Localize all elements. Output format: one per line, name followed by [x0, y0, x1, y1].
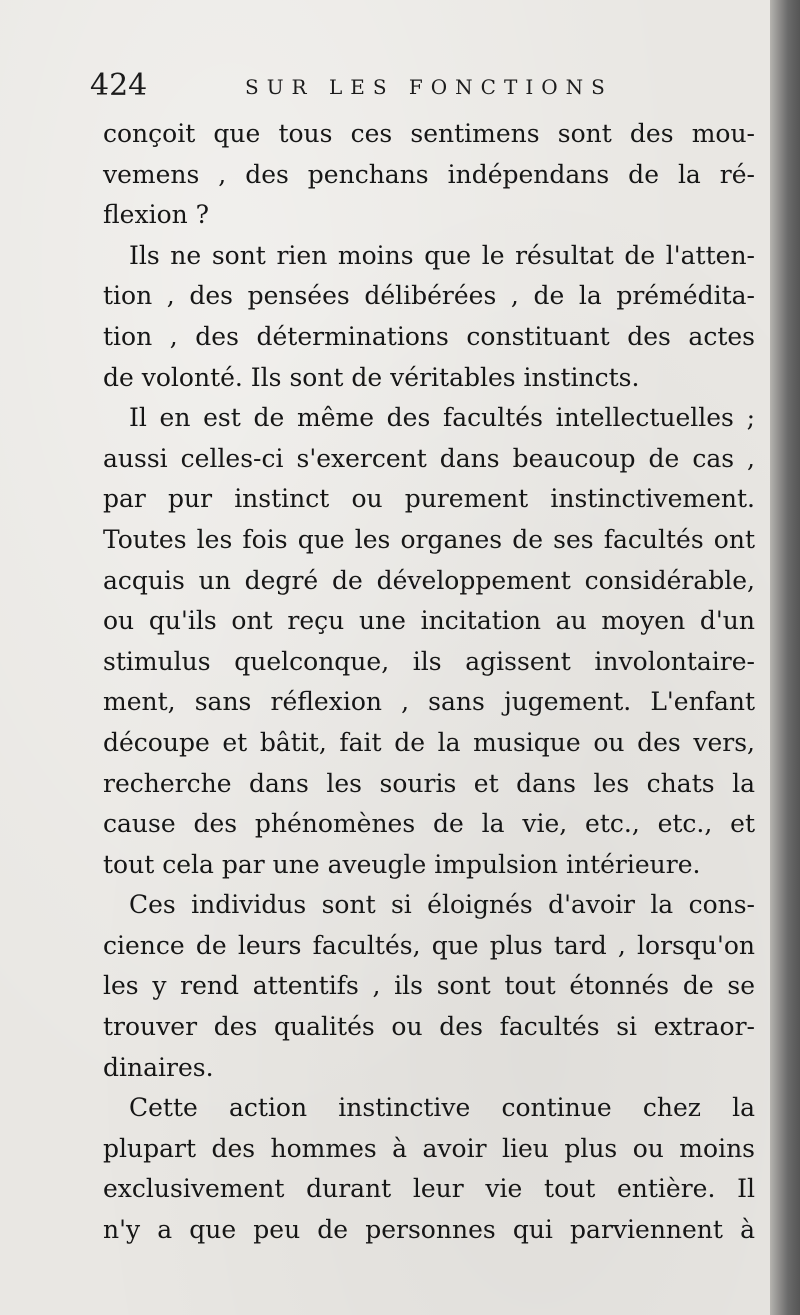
text-line: stimulus quelconque, ils agissent involontaire-: [103, 646, 755, 676]
text-line: ment, sans réflexion , sans jugement. L'enfant: [103, 687, 755, 717]
body-text: [103, 114, 755, 1251]
text-line: tion , des déterminations constituant des actes: [103, 321, 755, 351]
text-line: Il en est de même des facultés intellectuelles ;: [129, 403, 755, 433]
text-line: de volonté. Ils sont de véritables instincts.: [103, 362, 640, 392]
text-line: aussi celles-ci s'exercent dans beaucoup de cas ,: [103, 443, 755, 473]
page-edge-shadow: [770, 0, 800, 1315]
text-line: acquis un degré de développement considérable,: [103, 565, 755, 595]
page-header: [90, 66, 750, 106]
text-line: flexion ?: [103, 200, 210, 230]
text-line: Cette action instinctive continue chez la: [129, 1093, 755, 1123]
text-line: Toutes les fois que les organes de ses facultés ont: [103, 524, 755, 554]
text-line: cause des phénomènes de la vie, etc., etc., et: [103, 809, 755, 839]
text-line: recherche dans les souris et dans les chats la: [103, 768, 755, 798]
text-line: plupart des hommes à avoir lieu plus ou moins: [103, 1133, 755, 1163]
text-line: ou qu'ils ont reçu une incitation au moyen d'un: [103, 606, 755, 636]
text-line: tout cela par une aveugle impulsion intérieure.: [103, 849, 701, 879]
text-line: dinaires.: [103, 1052, 214, 1082]
page-number: 424: [90, 68, 148, 103]
running-head: SUR LES FONCTIONS: [245, 75, 613, 99]
text-line: cience de leurs facultés, que plus tard , lorsqu'on: [103, 930, 755, 960]
text-line: découpe et bâtit, fait de la musique ou des vers,: [103, 727, 755, 757]
text-line: exclusivement durant leur vie tout entière. Il: [103, 1174, 755, 1204]
text-line: vemens , des penchans indépendans de la ré-: [103, 159, 755, 189]
text-line: les y rend attentifs , ils sont tout étonnés de se: [103, 971, 755, 1001]
text-line: Ils ne sont rien moins que le résultat de l'atten-: [129, 240, 755, 270]
text-line: trouver des qualités ou des facultés si extraor-: [103, 1012, 755, 1042]
text-line: par pur instinct ou purement instinctivement.: [103, 484, 755, 514]
text-line: tion , des pensées délibérées , de la prémédita-: [103, 281, 755, 311]
text-line: n'y a que peu de personnes qui parviennent à: [103, 1215, 755, 1245]
text-line: Ces individus sont si éloignés d'avoir la cons-: [129, 890, 755, 920]
text-line: conçoit que tous ces sentimens sont des mou-: [103, 119, 755, 148]
